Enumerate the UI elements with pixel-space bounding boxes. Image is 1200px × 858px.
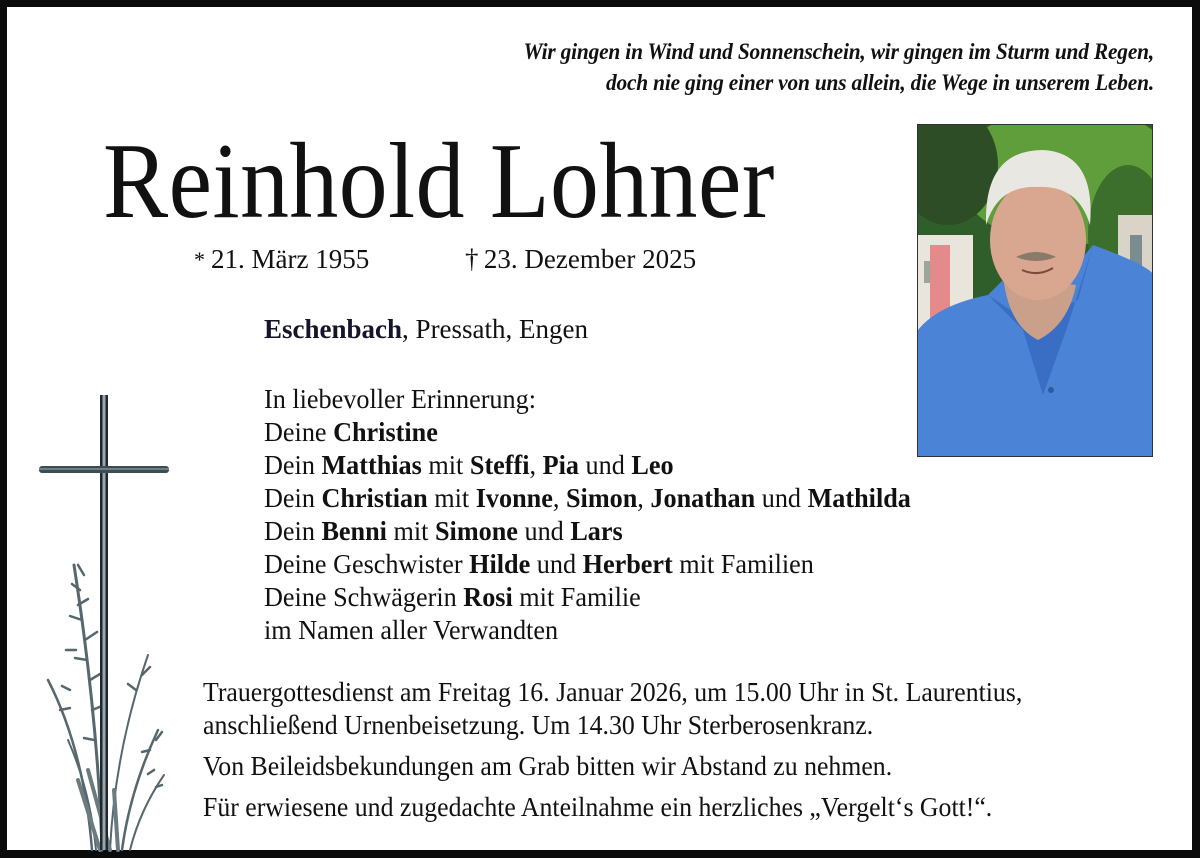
portrait-photo: [917, 124, 1153, 457]
family-text: und: [755, 483, 808, 513]
relative-name: Herbert: [582, 549, 673, 579]
family-text: und: [578, 450, 632, 480]
quote-line-1: Wir gingen in Wind und Sonnenschein, wir gingen im Sturm und Regen,: [523, 39, 1154, 64]
birth-star-icon: *: [194, 247, 205, 272]
cross-icon: [39, 395, 169, 850]
family-text: Deine Schwägerin: [264, 582, 464, 612]
relative-name: Ivonne: [475, 483, 553, 513]
family-text: ,: [637, 483, 651, 513]
family-text: Deine Geschwister: [264, 549, 470, 579]
family-text: ,: [529, 450, 543, 480]
relative-name: Christine: [333, 417, 438, 447]
service-notes: [203, 676, 1061, 824]
relative-name: Matthias: [321, 450, 422, 480]
place-others: , Pressath, Engen: [402, 314, 589, 344]
service-line-1: Trauergottesdienst am Freitag 16. Januar 2026, um 15.00 Uhr in St. Laurentius,: [203, 677, 1023, 707]
family-text: im Namen aller Verwandten: [264, 615, 559, 645]
family-line: [264, 515, 911, 548]
family-line: [264, 581, 911, 614]
family-text: mit: [386, 516, 435, 546]
places: [264, 313, 588, 345]
family-line: [264, 416, 911, 449]
relative-name: Mathilda: [807, 483, 911, 513]
family-text: Dein: [264, 450, 322, 480]
family-text: ,: [552, 483, 566, 513]
death-date-text: 23. Dezember 2025: [483, 244, 697, 274]
relative-name: Christian: [321, 483, 428, 513]
relative-name: Leo: [631, 450, 674, 480]
relative-name: Simon: [565, 483, 638, 513]
quote-line-2: doch nie ging einer von uns allein, die Wege in unserem Leben.: [605, 70, 1154, 95]
family-text: mit Familie: [512, 582, 641, 612]
family-text: mit: [421, 450, 470, 480]
family-list: [264, 383, 931, 647]
family-line: [264, 548, 911, 581]
condolences-note: Von Beileidsbekundungen am Grab bitten wir Abstand zu nehmen.: [203, 751, 893, 781]
family-lines: [264, 416, 931, 647]
family-line: [264, 449, 911, 482]
relative-name: Simone: [434, 516, 518, 546]
deceased-name: Reinhold Lohner: [103, 122, 775, 241]
relative-name: Hilde: [469, 549, 531, 579]
relative-name: Rosi: [463, 582, 513, 612]
family-intro: In liebevoller Erinnerung:: [264, 384, 536, 414]
family-text: Deine: [264, 417, 334, 447]
death-date: [465, 243, 696, 275]
family-text: und: [530, 549, 583, 579]
cross-with-grass-icon: [30, 390, 180, 852]
relative-name: Benni: [321, 516, 387, 546]
relative-name: Steffi: [469, 450, 530, 480]
family-text: Dein: [264, 516, 322, 546]
family-line: [264, 482, 911, 515]
death-dagger-icon: †: [465, 244, 479, 274]
birth-date: [194, 243, 369, 277]
relative-name: Pia: [542, 450, 579, 480]
relative-name: Jonathan: [650, 483, 756, 513]
family-text: Dein: [264, 483, 322, 513]
family-text: mit: [427, 483, 476, 513]
portrait-image: [918, 125, 1153, 457]
service-line-2: anschließend Urnenbeisetzung. Um 14.30 Uhr Sterberosenkranz.: [203, 710, 874, 740]
thanks-note: Für erwiesene und zugedachte Anteilnahme ein herzliches „Vergelt‘s Gott!“.: [203, 792, 993, 822]
memorial-quote: [354, 36, 1154, 98]
family-text: mit Familien: [672, 549, 814, 579]
place-primary: Eschenbach: [264, 314, 403, 344]
family-line: [264, 614, 911, 647]
birth-date-text: 21. März 1955: [211, 244, 370, 274]
relative-name: Lars: [570, 516, 623, 546]
family-text: und: [517, 516, 571, 546]
